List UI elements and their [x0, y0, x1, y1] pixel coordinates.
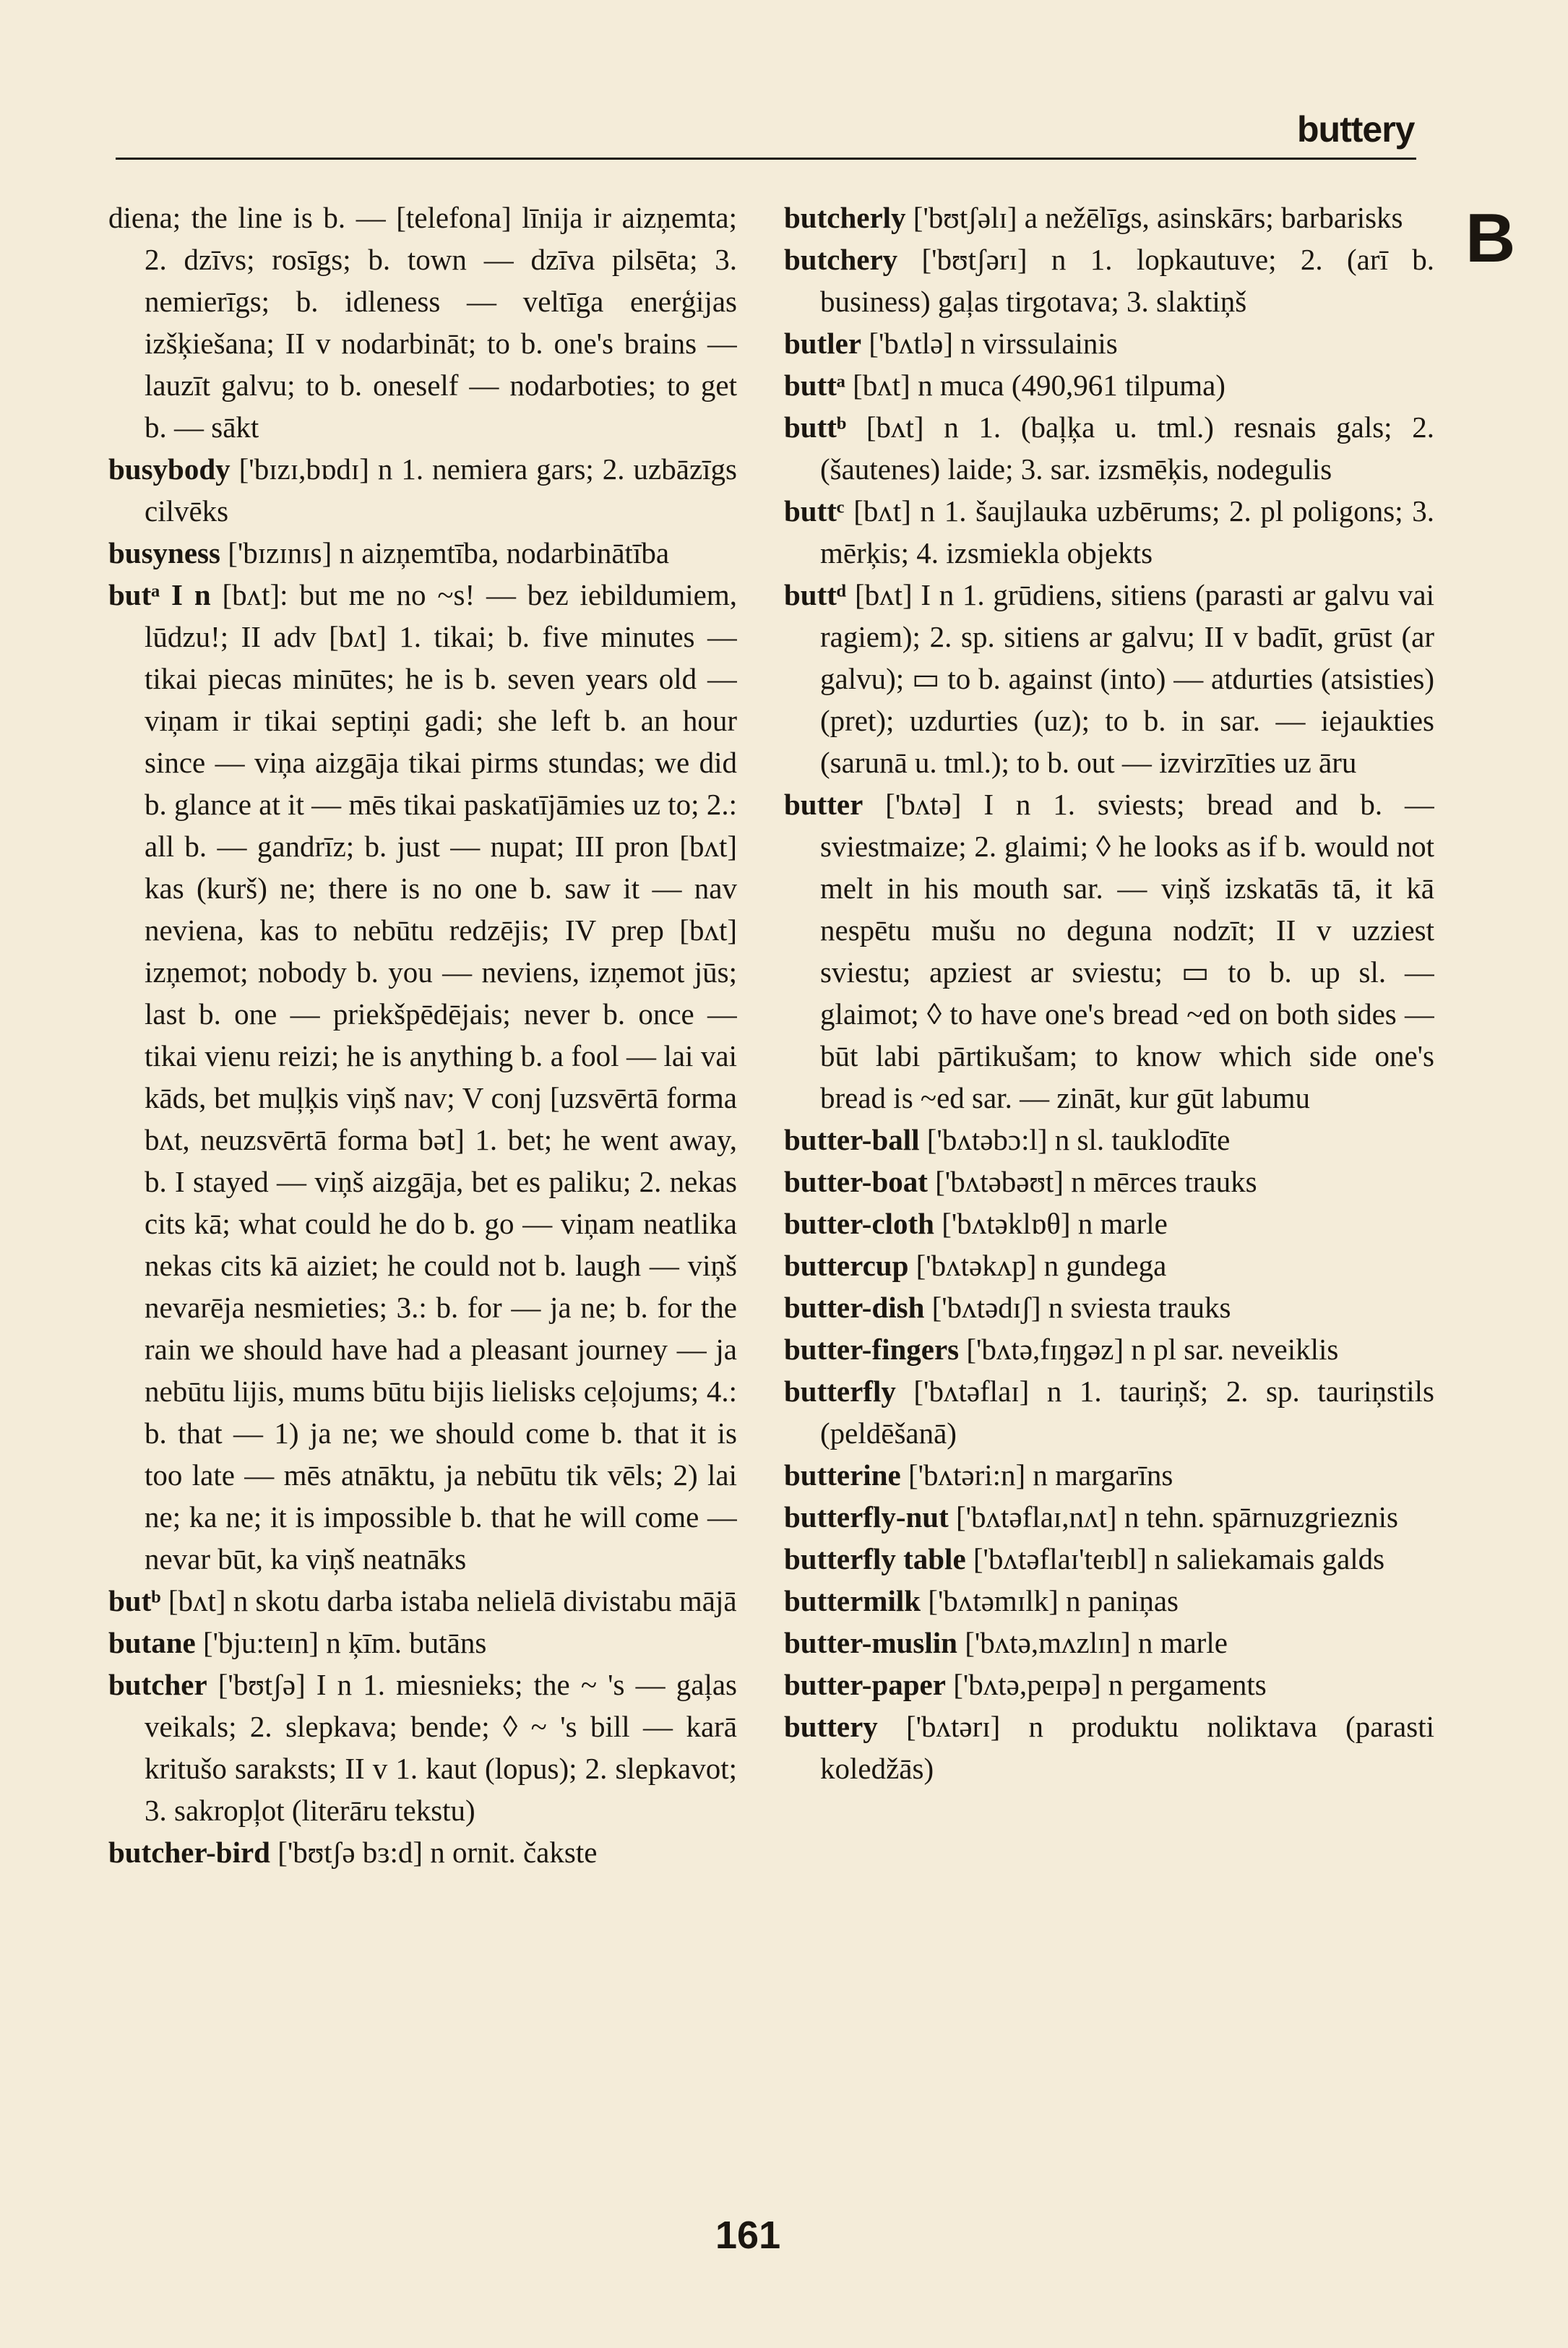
entry-butane: butane ['bju:teɪn] n ķīm. butāns: [108, 1626, 487, 1659]
entry-butchery: butchery ['bʊtʃərɪ] n 1. lopkautuve; 2. (arī b. business) gaļas tirgotava; 3. slaktiņš: [784, 243, 1434, 318]
right-column: [784, 197, 1434, 2184]
thumb-index-letter: B: [1465, 199, 1516, 277]
headword: buttermilk: [784, 1584, 921, 1617]
headword: butter-ball: [784, 1123, 920, 1156]
entry-butter-fingers: butter-fingers ['bʌtə,fɪŋgəz] n pl sar. neveiklis: [784, 1333, 1339, 1366]
entry-butter: butter ['bʌtə] I n 1. sviests; bread and b. — sviestmaize; 2. glaimi; ◊ he looks as if b. would not melt in his mouth sar. — viņš izskatās tā, it kā nespētu mušu no deguna nodzīt; II v uzziest sviestu; apziest ar sviestu; ▭ to b. up sl. — glaimot; ◊ to have one's bread ~ed on both sides — būt labi pārtikušam; to know which side one's bread is ~ed sar. — zināt, kur gūt labumu: [784, 788, 1434, 1114]
headword: buttᶜ: [784, 494, 845, 528]
entry-butt-b: buttᵇ [bʌt] n 1. (baļķa u. tml.) resnais gals; 2. (šautenes) laide; 3. sar. izsmēķis, nodegulis: [784, 410, 1434, 486]
entry-butcher-bird: butcher-bird ['bʊtʃə bɜ:d] n ornit. čakste: [108, 1836, 598, 1869]
page-number: 161: [715, 2214, 781, 2257]
headword: butter-cloth: [784, 1207, 934, 1240]
headword: butchery: [784, 243, 898, 276]
headword: butter-dish: [784, 1291, 925, 1324]
headword: buttᵈ: [784, 578, 847, 611]
header-rule: [116, 158, 1416, 160]
entry-butt-a: buttᵃ [bʌt] n muca (490,961 tilpuma): [784, 369, 1225, 402]
entry-but-b: butᵇ [bʌt] n skotu darba istaba nelielā divistabu mājā: [108, 1584, 737, 1617]
entry-butter-paper: butter-paper ['bʌtə,peɪpə] n pergaments: [784, 1668, 1267, 1701]
headword: butter-paper: [784, 1668, 946, 1701]
entry-butter-dish: butter-dish ['bʌtədɪʃ] n sviesta trauks: [784, 1291, 1231, 1324]
headword: butter-fingers: [784, 1333, 960, 1366]
entry-buttermilk: buttermilk ['bʌtəmɪlk] n paniņas: [784, 1584, 1179, 1617]
headword: butcher-bird: [108, 1836, 270, 1869]
headword: buttery: [784, 1710, 878, 1743]
entry-butterfly: butterfly ['bʌtəflaɪ] n 1. tauriņš; 2. sp. tauriņstils (peldēšanā): [784, 1375, 1434, 1450]
headword: butler: [784, 327, 862, 360]
entry-butler: butler ['bʌtlə] n virssulainis: [784, 327, 1118, 360]
headword: butterfly-nut: [784, 1500, 949, 1534]
headword: butter-muslin: [784, 1626, 957, 1659]
entry-butt-c: buttᶜ [bʌt] n 1. šaujlauka uzbērums; 2. pl poligons; 3. mērķis; 4. izsmiekla objekts: [784, 494, 1434, 569]
entry-busyness: busyness ['bɪzɪnɪs] n aizņemtība, nodarbinātība: [108, 536, 670, 569]
entry-continuation: diena; the line is b. — [telefona] līnija ir aizņemta; 2. dzīvs; rosīgs; b. town — dzīva pilsēta; 3. nemierīgs; b. idleness — veltīga enerģijas izšķiešana; II v nodarbināt; to b. one's brains — lauzīt galvu; to b. oneself — nodarboties; to get b. — sākt: [108, 201, 737, 444]
entry-butter-cloth: butter-cloth ['bʌtəklɒθ] n marle: [784, 1207, 1168, 1240]
headword: butane: [108, 1626, 196, 1659]
entry-but-a: butᵃ I n [bʌt]: but me no ~s! — bez iebildumiem, lūdzu!; II adv [bʌt] 1. tikai; b. five minutes — tikai piecas minūtes; he is b. seven years old — viņam ir tikai septiņi gadi; she left b. an hour since — viņa aizgāja tikai pirms stundas; we did b. glance at it — mēs tikai paskatījāmies uz to; 2.: all b. — gandrīz; b. just — nupat; III pron [bʌt] kas (kurš) ne; there is no one b. saw it — nav neviena, kas to nebūtu redzējis; IV prep [bʌt] izņemot; nobody b. you — neviens, izņemot jūs; last b. one — priekšpēdējais; never b. once — tikai vienu reizi; he is anything b. a fool — lai vai kāds, bet muļķis viņš nav; V conj [uzsvērtā forma bʌt, neuzsvērtā forma bət] 1. bet; he went away, b. I stayed — viņš aizgāja, bet es paliku; 2. nekas cits kā; what could he do b. go — viņam neatlika nekas cits kā aiziet; he could not b. laugh — viņš nevarēja nesmieties; 3.: b. for — ja ne; b. for the rain we should have had a pleasant journey — ja nebūtu lijis, mums būtu bijis lielisks ceļojums; 4.: b. that — 1) ja ne; we should come b. that it is too late — mēs atnāktu, ja nebūtu tik vēls; 2) lai ne; ka ne; it is impossible b. that he will come — nevar būt, ka viņš neatnāks: [108, 578, 737, 1575]
running-head: buttery: [1297, 109, 1415, 150]
headword: butᵃ I n: [108, 578, 211, 611]
headword: butcher: [108, 1668, 207, 1701]
headword: butterine: [784, 1458, 901, 1492]
headword: butcherly: [784, 201, 906, 234]
left-column: [108, 197, 737, 2184]
entry-butter-muslin: butter-muslin ['bʌtə,mʌzlɪn] n marle: [784, 1626, 1228, 1659]
headword: busyness: [108, 536, 220, 569]
headword: butterfly: [784, 1375, 896, 1408]
entry-butter-boat: butter-boat ['bʌtəbəʊt] n mērces trauks: [784, 1165, 1257, 1198]
headword: buttᵃ: [784, 369, 845, 402]
entry-butcher: butcher ['bʊtʃə] I n 1. miesnieks; the ~ 's — gaļas veikals; 2. slepkava; bende; ◊ ~ 's bill — karā kritušo saraksts; II v 1. kaut (lopus); 2. slepkavot; 3. sakropļot (literāru tekstu): [108, 1668, 737, 1827]
headword: buttercup: [784, 1249, 909, 1282]
entry-butt-d: buttᵈ [bʌt] I n 1. grūdiens, sitiens (parasti ar galvu vai ragiem); 2. sp. sitiens ar galvu; II v badīt, grūst (ar galvu); ▭ to b. against (into) — atdurties (atsisties) (pret); uzdurties (uz); to b. in sar. — iejaukties (sarunā u. tml.); to b. out — izvirzīties uz āru: [784, 578, 1434, 779]
headword: butᵇ: [108, 1584, 161, 1617]
headword: buttᵇ: [784, 410, 847, 444]
entry-butter-ball: butter-ball ['bʌtəbɔ:l] n sl. tauklodīte: [784, 1123, 1231, 1156]
headword: busybody: [108, 452, 231, 486]
entry-buttery: buttery ['bʌtərɪ] n produktu noliktava (parasti koledžās): [784, 1710, 1434, 1785]
entry-butcherly: butcherly ['bʊtʃəlɪ] a nežēlīgs, asinskārs; barbarisks: [784, 201, 1403, 234]
entry-butterine: butterine ['bʌtəri:n] n margarīns: [784, 1458, 1173, 1492]
entry-busybody: busybody ['bɪzɪ,bɒdɪ] n 1. nemiera gars; 2. uzbāzīgs cilvēks: [108, 452, 737, 528]
headword: butter: [784, 788, 863, 821]
entry-butterfly-table: butterfly table ['bʌtəflaɪ'teɪbl] n saliekamais galds: [784, 1542, 1385, 1575]
entry-butterfly-nut: butterfly-nut ['bʌtəflaɪ,nʌt] n tehn. spārnuzgrieznis: [784, 1500, 1398, 1534]
headword: butter-boat: [784, 1165, 928, 1198]
headword: butterfly table: [784, 1542, 966, 1575]
entry-buttercup: buttercup ['bʌtəkʌp] n gundega: [784, 1249, 1167, 1282]
